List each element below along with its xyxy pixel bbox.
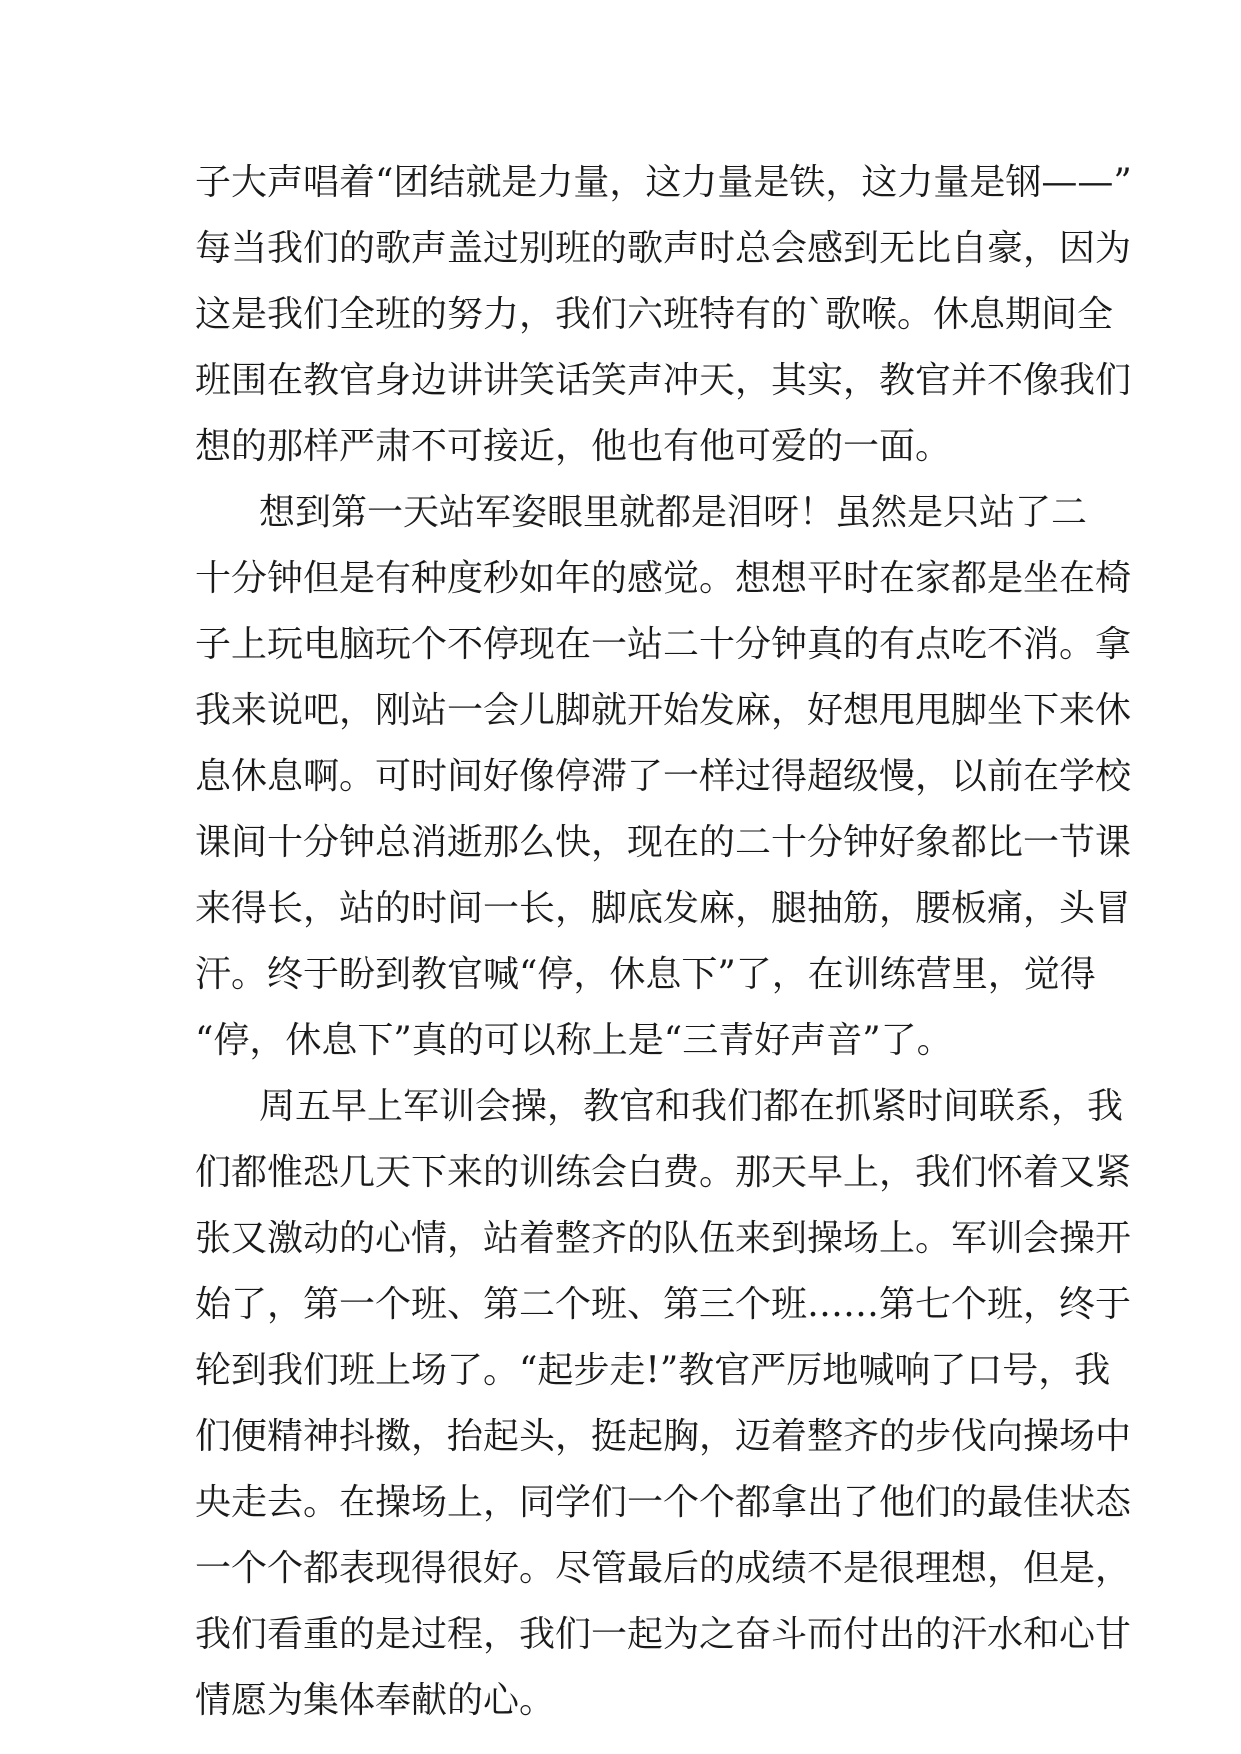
text-line: 轮到我们班上场了。“起步走!”教官严厉地喊响了口号，我 [195,1350,1111,1391]
text-line: 十分钟但是有种度秒如年的感觉。想想平时在家都是坐在椅 [195,558,1132,599]
text-line: 央走去。在操场上，同学们一个个都拿出了他们的最佳状态 [195,1482,1132,1523]
text-line: 始了，第一个班、第二个班、第三个班……第七个班，终于 [195,1284,1132,1325]
paragraph [195,480,1132,1074]
text-line: 想的那样严肃不可接近，他也有他可爱的一面。 [195,426,952,467]
text-line: 子上玩电脑玩个不停现在一站二十分钟真的有点吃不消。拿 [195,624,1132,665]
text-line: 周五早上军训会操，教官和我们都在抓紧时间联系，我 [259,1086,1124,1127]
text-line: 想到第一天站军姿眼里就都是泪呀！虽然是只站了二 [259,492,1088,533]
text-line: 情愿为集体奉献的心。 [195,1680,556,1721]
text-line: 们都惟恐几天下来的训练会白费。那天早上，我们怀着又紧 [195,1152,1132,1193]
text-line: 们便精神抖擞，抬起头，挺起胸，迈着整齐的步伐向操场中 [195,1416,1132,1457]
text-line: “停，休息下”真的可以称上是“三青好声音”了。 [195,1020,953,1061]
document-body [195,150,1132,1734]
paragraph [195,150,1132,480]
text-line: 每当我们的歌声盖过别班的歌声时总会感到无比自豪，因为 [195,228,1132,269]
text-line: 来得长，站的时间一长，脚底发麻，腿抽筋，腰板痛，头冒 [195,888,1132,929]
text-line: 子大声唱着“团结就是力量，这力量是铁，这力量是钢——” [195,162,1132,203]
text-line: 息休息啊。可时间好像停滞了一样过得超级慢，以前在学校 [195,756,1132,797]
text-line: 汗。终于盼到教官喊“停，休息下”了，在训练营里，觉得 [195,954,1096,995]
text-line: 我来说吧，刚站一会儿脚就开始发麻，好想甩甩脚坐下来休 [195,690,1132,731]
text-line: 班围在教官身边讲讲笑话笑声冲天，其实，教官并不像我们 [195,360,1132,401]
text-line: 我们看重的是过程，我们一起为之奋斗而付出的汗水和心甘 [195,1614,1132,1655]
text-line: 这是我们全班的努力，我们六班特有的`歌喉。休息期间全 [195,294,1114,335]
text-line: 一个个都表现得很好。尽管最后的成绩不是很理想，但是， [195,1548,1132,1589]
text-line: 张又激动的心情，站着整齐的队伍来到操场上。军训会操开 [195,1218,1132,1259]
text-line: 课间十分钟总消逝那么快，现在的二十分钟好象都比一节课 [195,822,1132,863]
paragraph [195,1074,1132,1734]
